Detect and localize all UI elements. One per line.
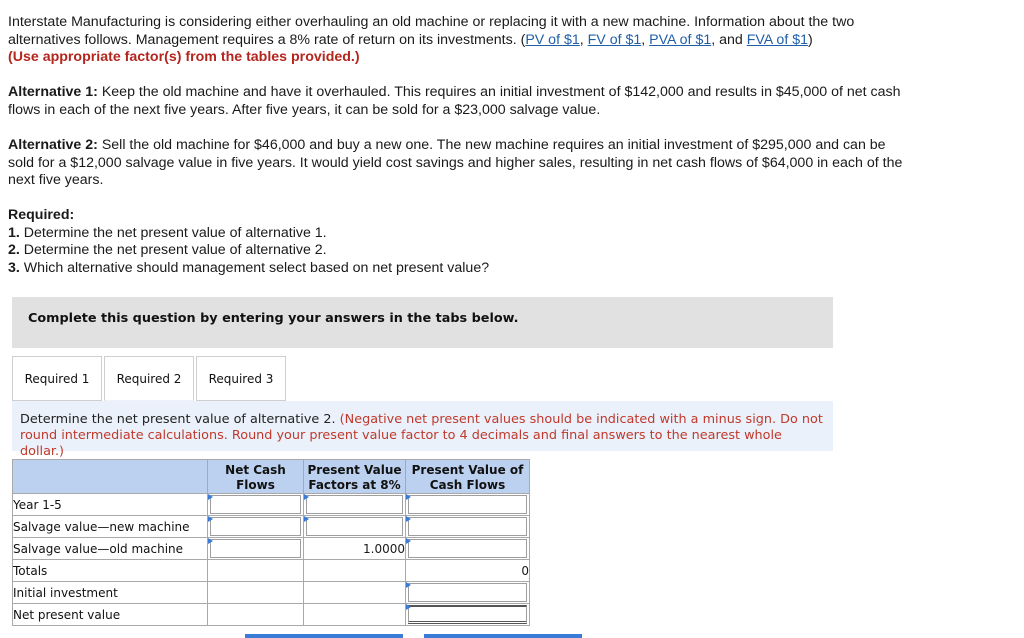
net-present-value-input[interactable] <box>406 604 530 626</box>
year15-cash-input[interactable] <box>208 494 304 516</box>
table-row <box>13 516 530 538</box>
tab-required-3[interactable]: Required 3 <box>196 356 286 401</box>
row-label-salvage-new: Salvage value—new machine <box>13 516 208 538</box>
table-row <box>13 560 530 582</box>
salvage-new-pv-input[interactable] <box>406 516 530 538</box>
row-label-initial-investment: Initial investment <box>13 582 208 604</box>
complete-banner-text: Complete this question by entering your answers in the tabs below. <box>28 311 519 326</box>
table-header-row <box>13 460 530 494</box>
input-flag-icon <box>208 538 213 544</box>
salvage-old-factor-value: 1.0000 <box>304 538 406 560</box>
complete-banner <box>12 297 833 348</box>
row-label-totals: Totals <box>13 560 208 582</box>
instruction-panel <box>12 401 833 459</box>
salvage-new-cash-input[interactable] <box>208 516 304 538</box>
input-flag-icon <box>406 582 411 588</box>
input-flag-icon <box>406 604 411 610</box>
input-flag-icon <box>208 494 213 500</box>
year15-pv-input[interactable] <box>406 494 530 516</box>
factor-note: (Use appropriate factor(s) from the tables provided.) <box>8 49 360 65</box>
req3-text: Which alternative should management select based on net present value? <box>19 259 490 276</box>
header-pv-factors: Present Value Factors at 8% <box>304 460 406 494</box>
req2-text: Determine the net present value of alternative 2. <box>19 242 327 258</box>
input-flag-icon <box>304 516 309 522</box>
next-nav-button[interactable] <box>424 634 582 638</box>
alternative-1 <box>8 84 913 119</box>
input-flag-icon <box>406 516 411 522</box>
req1-text: Determine the net present value of alternative 1. <box>19 224 327 241</box>
initial-cash-empty <box>208 582 304 604</box>
input-flag-icon <box>406 538 411 544</box>
alt1-label: Alternative 1: <box>8 84 98 100</box>
alternative-2 <box>8 137 913 190</box>
npv-factor-empty <box>304 604 406 626</box>
salvage-old-cash-input[interactable] <box>208 538 304 560</box>
header-blank <box>13 460 208 494</box>
initial-factor-empty <box>304 582 406 604</box>
alt2-label: Alternative 2: <box>8 137 98 153</box>
tab-required-1[interactable]: Required 1 <box>12 356 102 401</box>
input-flag-icon <box>208 516 213 522</box>
required-label: Required: <box>8 207 75 223</box>
row-label-net-present-value: Net present value <box>13 604 208 626</box>
alt1-text: Keep the old machine and have it overhauled. This requires an initial investment of $142,000 and results in $45,000 of net cash flows in each of the next five years. After five years, it can be sold for a $23,000 salvage value. <box>8 84 901 118</box>
tab-required-2[interactable]: Required 2 <box>104 356 194 401</box>
table-row <box>13 582 530 604</box>
table-row <box>13 494 530 516</box>
input-flag-icon <box>304 494 309 500</box>
required-list: Required: 1. Determine the net present value of alternative 1. 2. Determine the net present value of alternative 2. 3. Which alternative should management select based on net present value? <box>8 207 490 276</box>
prev-nav-button[interactable] <box>245 634 403 638</box>
fva-of-1-link[interactable]: FVA of $1 <box>746 31 808 48</box>
instruction-text: Determine the net present value of alternative 2. (Negative net present values should be indicated with a minus sign. Do not round intermediate calculations. Round your present value factor to 4 decimals and final answers to the nearest whole dollar.) <box>20 412 823 459</box>
npv-cash-empty <box>208 604 304 626</box>
row-label-year-1-5: Year 1-5 <box>13 494 208 516</box>
pva-of-1-link[interactable]: PVA of $1 <box>649 31 712 48</box>
intro-text: Interstate Manufacturing is considering either overhauling an old machine or replacing it with a new machine. Information about the two alternatives follows. Management requires a 8% rate of return on its investments. <box>8 14 855 48</box>
npv-table <box>12 459 530 626</box>
input-flag-icon <box>406 494 411 500</box>
question-intro: Interstate Manufacturing is considering either overhauling an old machine or replacing it with a new machine. Information about the two alternatives follows. Management requires a 8% rate of return on its investments. (PV of $1, FV of $1, PVA of $1, and FVA of $1) (Use appropriate factor(s) from the tables provided.) <box>8 14 913 67</box>
year15-factor-input[interactable] <box>304 494 406 516</box>
fv-of-1-link[interactable]: FV of $1 <box>587 31 642 48</box>
salvage-new-factor-input[interactable] <box>304 516 406 538</box>
totals-cash-empty <box>208 560 304 582</box>
header-net-cash-flows: Net Cash Flows <box>208 460 304 494</box>
instruction-hint: (Negative net present values should be indicated with a minus sign. Do not round intermediate calculations. Round your present value factor to 4 decimals and final answers to the nearest whole dollar.) <box>20 412 823 459</box>
totals-factor-empty <box>304 560 406 582</box>
header-pv-cash-flows: Present Value of Cash Flows <box>406 460 530 494</box>
table-row <box>13 538 530 560</box>
table-row <box>13 604 530 626</box>
initial-investment-input[interactable] <box>406 582 530 604</box>
row-label-salvage-old: Salvage value—old machine <box>13 538 208 560</box>
pv-of-1-link[interactable]: PV of $1 <box>525 31 580 48</box>
totals-pv-value: 0 <box>406 560 530 582</box>
salvage-old-pv-input[interactable] <box>406 538 530 560</box>
alt2-text: Sell the old machine for $46,000 and buy a new one. The new machine requires an initial investment of $295,000 and can be sold for a $12,000 salvage value in five years. It would yield cost savings and higher sales, resulting in net cash flows of $64,000 in each of the next five years. <box>8 137 903 188</box>
